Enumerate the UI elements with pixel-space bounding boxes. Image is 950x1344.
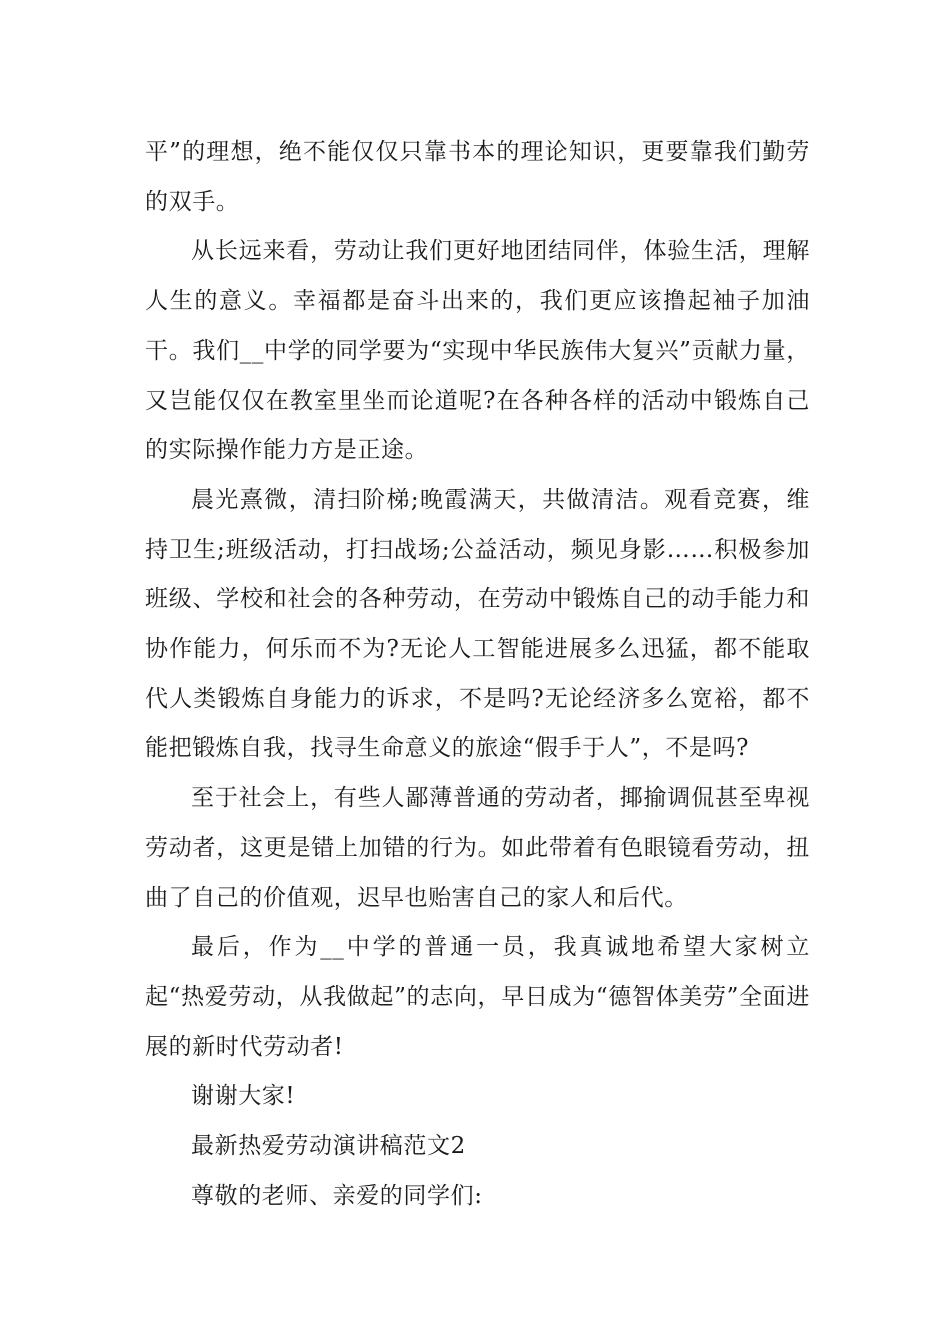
paragraph-long-term: 从长远来看，劳动让我们更好地团结同伴，体验生活，理解人生的意义。幸福都是奋斗出来的，我们更应该撸起袖子加油干。我们__中学的同学要为“实现中华民族伟大复兴”贡献力量，又岂能仅仅在教室里坐而论道呢?在各种各样的活动中锻炼自己的实际操作能力方是正途。 [145,238,810,464]
paragraph-finally: 最后，作为__中学的普通一员，我真诚地希望大家树立起“热爱劳动，从我做起”的志向，早日成为“德智体美劳”全面进展的新时代劳动者! [145,934,810,1060]
paragraph-morning-activities: 晨光熹微，清扫阶梯;晚霞满天，共做清洁。观看竞赛，维持卫生;班级活动，打扫战场;公益活动，频见身影……积极参加班级、学校和社会的各种劳动，在劳动中锻炼自己的动手能力和协作能力，何乐而不为?无论人工智能进展多么迅猛，都不能取代人类锻炼自身能力的诉求，不是吗?无论经济多么宽裕，都不能把锻炼自我，找寻生命意义的旅途“假手于人”，不是吗? [145,486,810,762]
document-body [145,128,810,1221]
paragraph-continuation: 平”的理想，绝不能仅仅只靠书本的理论知识，更要靠我们勤劳的双手。 [145,139,810,215]
paragraph-society: 至于社会上，有些人鄙薄普通的劳动者，揶揄调侃甚至卑视劳动者，这更是错上加错的行为。如此带着有色眼镜看劳动，扭曲了自己的价值观，迟早也贻害自己的家人和后代。 [145,785,810,911]
paragraph-thanks: 谢谢大家! [191,1083,296,1110]
salutation: 尊敬的老师、亲爱的同学们: [191,1182,483,1209]
section-title: 最新热爱劳动演讲稿范文2 [191,1133,466,1160]
